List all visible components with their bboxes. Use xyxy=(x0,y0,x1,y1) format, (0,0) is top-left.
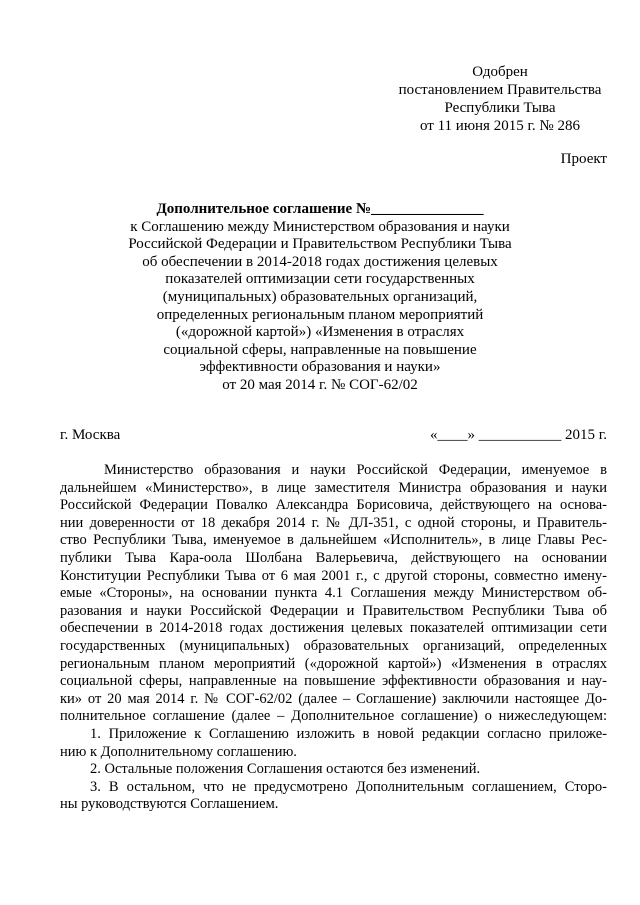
heading-line: социальной сферы, направленные на повышение xyxy=(163,341,477,358)
heading-line: к Соглашению между Министерством образования и науки xyxy=(130,218,510,235)
body-line: Конституции Республики Тыва от 6 мая 2001 г., с другой стороны, совместно имену- xyxy=(60,567,607,584)
approval-line: от 11 июня 2015 г. № 286 xyxy=(420,118,580,134)
approval-line: Республики Тыва xyxy=(444,100,556,116)
item-1-line: 1. Приложение к Соглашению изложить в новой редакции согласно приложе- xyxy=(90,725,607,742)
heading-line: от 20 мая 2014 г. № СОГ-62/02 xyxy=(222,376,418,393)
heading-line: определенных региональным планом мероприятий xyxy=(156,306,484,323)
body-line: дальнейшем «Министерство», в лице заместителя Министра образования и науки xyxy=(60,479,607,496)
document-title: Дополнительное соглашение №_______________ xyxy=(156,201,484,217)
body-line: ки» от 20 мая 2014 г. № СОГ-62/02 (далее – Соглашение) заключили настоящее До- xyxy=(60,690,607,707)
heading-line: об обеспечении в 2014-2018 годах достижения целевых xyxy=(142,253,498,270)
signing-place: г. Москва xyxy=(60,427,121,443)
approval-line: постановлением Правительства xyxy=(398,82,602,98)
body-line: государственных (муниципальных) образовательных организаций, определенных xyxy=(60,637,607,654)
heading-line: (муниципальных) образовательных организаций, xyxy=(162,288,478,305)
body-line: нии доверенности от 18 декабря 2014 г. № ДЛ-351, с одной стороны, и Правитель- xyxy=(60,514,607,531)
agreement-body xyxy=(60,462,607,814)
item-3-line: ны руководствуются Соглашением. xyxy=(60,796,279,813)
body-line: Министерство образования и науки Российской Федерации, именуемое в xyxy=(104,462,607,478)
body-line: социальной сферы, направленные на повышение эффективности образования и нау- xyxy=(60,673,607,690)
approval-stamp xyxy=(385,63,615,135)
body-line: ство Республики Тыва, именуемое в дальнейшем «Исполнитель», в лице Главы Рес- xyxy=(60,532,607,549)
document-heading xyxy=(70,201,570,395)
heading-line: Российской Федерации и Правительством Республики Тыва xyxy=(128,236,512,253)
approval-line: Одобрен xyxy=(472,64,528,80)
item-3-line: 3. В остальном, что не предусмотрено Дополнительным соглашением, Сторо- xyxy=(90,778,607,795)
body-line: полнительное соглашение (далее – Дополнительное соглашение) о нижеследующем: xyxy=(60,708,607,725)
heading-line: показателей оптимизации сети государственных xyxy=(165,271,475,288)
body-line: Российской Федерации Повалко Александра Борисовича, действующего на основа- xyxy=(60,497,607,514)
item-2: 2. Остальные положения Соглашения остаются без изменений. xyxy=(90,761,481,778)
body-line: публики Тыва Кара-оола Шолбана Валерьевича, действующего на основании xyxy=(60,549,607,566)
body-line: региональным планом мероприятий («дорожной картой») «Изменения в отраслях xyxy=(60,655,607,672)
signing-date: «____» ___________ 2015 г. xyxy=(430,427,607,443)
draft-label: Проект xyxy=(560,151,607,167)
heading-line: («дорожной картой») «Изменения в отраслях xyxy=(175,324,465,341)
heading-line: эффективности образования и науки» xyxy=(199,359,441,376)
body-line: разования и науки Российской Федерации и Правительством Республики Тыва об xyxy=(60,602,607,619)
body-line: обеспечении в 2014-2018 годах достижения целевых показателей оптимизации сети xyxy=(60,620,607,637)
body-line: емые «Стороны», на основании пункта 4.1 Соглашения между Министерством об- xyxy=(60,585,607,602)
item-1-line: нию к Дополнительному соглашению. xyxy=(60,743,297,760)
